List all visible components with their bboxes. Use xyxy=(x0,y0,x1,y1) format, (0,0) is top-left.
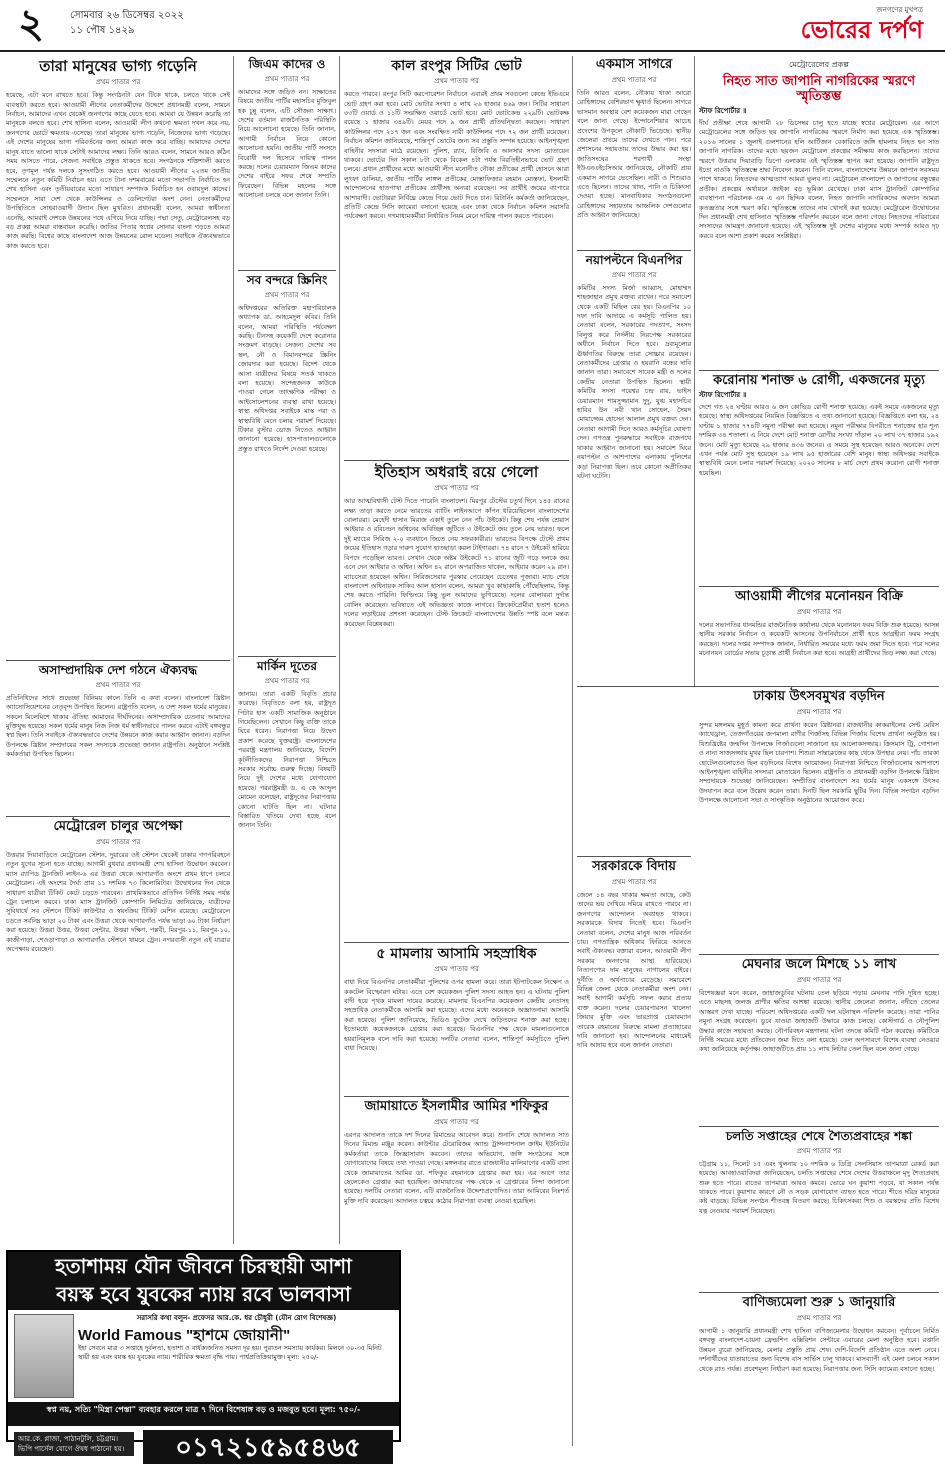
masthead-tagline: জনগণের মুখপত্র xyxy=(876,6,923,14)
story-itihas-odhora xyxy=(344,464,569,940)
story-sarkar-biday xyxy=(577,860,691,1440)
story-5-mamla xyxy=(344,946,569,1094)
story-body: দীর্ঘ প্রতীক্ষা শেষে আগামী ২৮ ডিসেম্বর চালু হতে যাচ্ছে স্বপ্নের মেট্রোরেল। এর আগে মেট্রোরেলের সঙ্গে জড়িত ছয় জাপানি নাগরিকের স্মরণে নির্মাণ করা হয়েছে এক স্মৃতিস্তম্ভ। ২০১৬ সালের ১ জুলাই গুলশানের হলি আর্টিজান বেকারিতে জঙ্গি হামলায় নিহত হন সাত জাপানি নাগরিক। তাদের মধ্যে ছয়জন মেট্রোরেল প্রকল্পের সমীক্ষায় কাজ করছিলেন। তাদের স্মরণে উত্তরার দিয়াবাড়ি ডিপো এলাকায় এই স্মৃতিস্তম্ভ স্থাপন করা হয়েছে। জাপানি রাষ্ট্রদূত ইতো নাওকি স্মৃতিস্তম্ভে শ্রদ্ধা নিবেদন করেন। তিনি বলেন, বাংলাদেশের উন্নয়নে জাপান সবসময় পাশে থাকবে। নিহতদের আত্মত্যাগ আমরা ভুলব না। মেট্রোরেল বাংলাদেশ ও জাপানের বন্ধুত্বের প্রতীক। প্রকল্পের অর্থায়নে জাইকা বড় ভূমিকা রেখেছে। ঢাকা ম্যাস ট্রানজিট কোম্পানির ব্যবস্থাপনা পরিচালক এম এ এন ছিদ্দিক বলেন, নিহত জাপানি নাগরিকদের অবদান আমরা কৃতজ্ঞতার সঙ্গে স্মরণ করি। স্মৃতিস্তম্ভে তাদের নাম খোদাই করা হয়েছে। মেট্রোরেল উদ্বোধনের দিন প্রধানমন্ত্রী শেখ হাসিনাও স্মৃতিস্তম্ভ পরিদর্শন করবেন বলে জানা গেছে। নিহতদের পরিবারের সদস্যদের আমন্ত্রণ জানানো হয়েছে। এই স্মৃতিস্তম্ভ দুই দেশের মানুষের মধ্যে সম্পর্ক আরও দৃঢ় করবে বলে আশা প্রকাশ করেন সংশ্লিষ্টরা। xyxy=(699,118,939,240)
story-gm-kader xyxy=(238,58,336,268)
story-headline: ৫ মামলায় আসামি সহস্রাধিক xyxy=(376,946,537,962)
ad-headline-2: বয়স্ক হবে যুবকের ন্যায় রবে ভালবাসা xyxy=(56,1282,351,1306)
story-body: আমাদের সঙ্গে জড়িত নন। সাক্ষাতের বিষয়ে জাতীয় পার্টির মহাসচিব মুজিবুল হক চুন্নু বলেন, এটি সৌজন্য সাক্ষাৎ। দেশের বর্তমান রাজনৈতিক পরিস্থিতি নিয়ে আলোচনা হয়েছে। তিনি জানান, আগামী নির্বাচন নিয়ে কোনো আলোচনা হয়নি। জাতীয় পার্টি সংসদে বিরোধী দল হিসেবে দায়িত্ব পালন করছে। দলের চেয়ারম্যান জিএম কাদের দেশের বাইরে সফর শেষে সম্প্রতি ফিরেছেন। বিভিন্ন মহলের সঙ্গে আলোচনা চলছে বলে জানান তিনি। xyxy=(238,87,336,200)
story-body: তিনি আরও বলেন, নৌকায় থাকা আরো রোহিঙ্গাদের বেশিরভাগ ক্ষুধার্ত ছিলেন। সাগরে ভাসমান অবস্থায় বেশ কয়েকজন মারা গেছেন বলে জানা গেছে। ইন্দোনেশিয়ার আচেহ প্রদেশের উপকূলে নৌকাটি ভিড়েছে। স্থানীয় জেলেরা প্রথমে তাদের দেখতে পান। পরে প্রশাসনের সহায়তায় তাদের উদ্ধার করা হয়। জাতিসংঘের শরণার্থী সংস্থা ইউএনএইচসিআর জানিয়েছে, নৌকাটি প্রায় একমাস সাগরে ভেসেছিল। নারী ও শিশুরাও এতে ছিলেন। তাদের খাদ্য, পানি ও চিকিৎসা দেওয়া হচ্ছে। মানবাধিকার সংগঠনগুলো রোহিঙ্গাদের সহায়তায় আঞ্চলিক দেশগুলোর প্রতি আহ্বান জানিয়েছে। xyxy=(577,88,691,220)
date-bengali: ১১ পৌষ ১৪২৯ xyxy=(70,25,135,36)
story-asamprodayik xyxy=(6,664,230,814)
story-body: আর আত্মবিশ্বাসী টেস্ট দিতে পারেনি বাংলাদেশ। মিরপুর টেস্টের চতুর্থ দিনে ১৪৫ রানের লক্ষ্য তাড়া করতে নেমে ভারতের ব্যাটিং লাইনআপে কাঁপন ধরিয়েছিলেন বাংলাদেশের বোলাররা। মেহেদী হাসান মিরাজ একাই তুলে নেন পাঁচ উইকেট। কিন্তু শেষ পর্যন্ত শ্রেয়াস আইয়ার ও রবিচন্দ্রন অশ্বিনের অবিচ্ছিন্ন জুটিতে ৩ উইকেটে জয় তুলে নেয় ভারত। ফলে দুই ম্যাচের সিরিজ ২-০ ব্যবধানে জিতে নেয় সফরকারীরা। ভারতের বিপক্ষে টেস্টে প্রথম জয়ের ইতিহাস গড়ার দারুণ সুযোগ হাতছাড়া করল টাইগাররা। ৭৪ রানে ৭ উইকেট হারিয়ে বিপদে পড়েছিল ভারত। সেখান থেকে অষ্টম উইকেটে ৭১ রানের জুটি গড়ে দলকে জয় এনে দেন আইয়ার ও অশ্বিন। অশ্বিন ৪২ রানে অপরাজিত থাকেন, আইয়ার করেন ২৯ রান। ম্যাচসেরা হয়েছেন অশ্বিন। সিরিজসেরার পুরস্কার পেয়েছেন চেতেশ্বর পূজারা। ম্যাচ শেষে বাংলাদেশ অধিনায়ক সাকিব আল হাসান বলেন, আমরা খুব কাছাকাছি পৌঁছেছিলাম, কিন্তু শেষ করতে পারিনি। ফিল্ডিংয়ে কিছু ভুল আমাদের ভুগিয়েছে। দলের বোলাররা দুর্দান্ত বোলিং করেছেন। ভবিষ্যতে এই অভিজ্ঞতা কাজে লাগবে। ক্রিকেটপ্রেমীরা হতাশ হলেও দলের লড়াইয়ের প্রশংসা করেছেন। টেস্ট ক্রিকেটে বাংলাদেশের উন্নতি স্পষ্ট বলে মন্তব্য করেছেন বিশ্লেষকরা। xyxy=(344,497,569,628)
story-body: দলের সভাপতির ধানমন্ডির রাজনৈতিক কার্যালয় থেকে মনোনয়ন ফরম বিক্রি শুরু হয়েছে। আসন্ন স্থানীয় সরকার নির্বাচন ও কয়েকটি আসনের উপনির্বাচনে প্রার্থী হতে আগ্রহীরা ফরম সংগ্রহ করছেন। দলের দপ্তর সম্পাদক জানান, নির্ধারিত সময়ের মধ্যে ফরম জমা দিতে হবে। পরে দলের মনোনয়ন বোর্ডের সভায় চূড়ান্ত প্রার্থী নির্বাচন করা হবে। আগ্রহী প্রার্থীদের ভিড় লক্ষ্য করা গেছে। xyxy=(699,620,939,658)
story-headline: মার্কিন দূতের xyxy=(256,659,318,673)
story-headline: অসাম্প্রদায়িক দেশ গঠনে ঐক্যবদ্ধ xyxy=(38,663,198,677)
story-body: দেশে গত ২৪ ঘণ্টায় আরও ৬ জন কোভিড রোগী শনাক্ত হয়েছে। একই সময়ে একজনের মৃত্যু হয়েছে। স্বাস্থ্য অধিদপ্তরের নিয়মিত বিজ্ঞপ্তিতে এ তথ্য জানানো হয়েছে। বিজ্ঞপ্তিতে বলা হয়, ২৪ ঘণ্টায় ১ হাজার ৭৭৪টি নমুনা পরীক্ষা করা হয়েছে। নমুনা পরীক্ষার বিপরীতে শনাক্তের হার শূন্য দশমিক ৩৪ শতাংশ। এ নিয়ে দেশে মোট শনাক্ত রোগীর সংখ্যা দাঁড়াল ২০ লাখ ৩৭ হাজার ১৯২ জনে। মোট মৃত্যু হয়েছে ২৯ হাজার ৪৩৬ জনের। এ সময়ে সুস্থ হয়েছেন আরও অনেকে। দেশে এখন পর্যন্ত মোট সুস্থ হয়েছেন ১৯ লাখ ৯৫ হাজারের বেশি মানুষ। স্বাস্থ্য অধিদপ্তর সবাইকে স্বাস্থ্যবিধি মেনে চলার পরামর্শ দিয়েছে। ২০২০ সালের ৮ মার্চ দেশে প্রথম করোনা রোগী শনাক্ত হয়েছিল। xyxy=(699,402,939,477)
story-headline: মেট্রোরেল চালুর অপেক্ষা xyxy=(53,819,183,834)
story-headline: সব বন্দরে স্ক্রিনিং xyxy=(246,273,328,287)
ad-headline-band xyxy=(8,1252,399,1310)
story-headline: ইতিহাস অধরাই রয়ে গেলো xyxy=(374,463,539,481)
continued-label: প্রথম পাতার পর xyxy=(434,484,479,493)
story-kicker: মেট্রোরেলের প্রকল্প xyxy=(789,60,849,69)
story-body: প্রতিনিধিদের সাথে শুভেচ্ছা বিনিময় কালে তিনি এ কথা বলেন। বাংলাদেশ খ্রিষ্টান অ্যাসোসিয়েশনের নেতৃবৃন্দ উপস্থিত ছিলেন। রাষ্ট্রপতি বলেন, এ দেশ সকল ধর্মের মানুষের। সকলে মিলেমিশে থাকার ঐতিহ্য আমাদের দীর্ঘদিনের। অসাম্প্রদায়িক চেতনায় আমাদের মুক্তিযুদ্ধ হয়েছে। সকল ধর্মের মানুষ নিজ নিজ ধর্ম স্বাধীনভাবে পালন করবে এটাই বঙ্গবন্ধুর স্বপ্ন ছিল। তিনি সবাইকে ঐক্যবদ্ধভাবে দেশের উন্নয়নে কাজ করার আহ্বান জানান। বড়দিন উপলক্ষে খ্রিষ্টান সম্প্রদায়ের সকল সদস্যকে শুভেচ্ছা জানান রাষ্ট্রপতি। অনুষ্ঠানে সংশ্লিষ্ট কর্মকর্তারা উপস্থিত ছিলেন। xyxy=(6,693,230,759)
continued-label: প্রথম পাতার পর xyxy=(434,965,479,974)
ad-portrait-photo xyxy=(14,1314,74,1398)
continued-label: প্রথম পাতার পর xyxy=(95,680,141,689)
continued-label: প্রথম পাতার পর xyxy=(264,676,310,685)
story-japani-memorial xyxy=(699,58,939,368)
story-body: সুন্দর মঙ্গলময় মুহূর্ত কামনা করে প্রার্থনা করেন খ্রিষ্টানরা। রাজধানীর কাকরাইলের সেন্ট মেরিস ক্যাথেড্রাল, তেজগাঁওয়ের জপমালা রাণীর গির্জাসহ বিভিন্ন গির্জায় বিশেষ প্রার্থনা অনুষ্ঠিত হয়। যিশুখ্রিষ্টের জন্মদিন উপলক্ষে গির্জাগুলো সাজানো হয় আলোকসজ্জায়। ক্রিসমাস ট্রি, গোশালা ও নানা সাজসজ্জায় মুখর ছিল চারপাশ। শিশুরা সান্তাক্লজের কাছ থেকে উপহার নেয়। পাঁচ তারকা হোটেলগুলোতেও ছিল বড়দিনের বিশেষ আয়োজন। নিরাপত্তা নিশ্চিতে গির্জাগুলোর আশপাশে আইনশৃঙ্খলা বাহিনীর সদস্যরা মোতায়েন ছিলেন। রাষ্ট্রপতি ও প্রধানমন্ত্রী বড়দিন উপলক্ষে খ্রিষ্টান সম্প্রদায়কে শুভেচ্ছা জানিয়েছেন। সম্প্রীতির বাংলাদেশে সব ধর্মের মানুষ একসঙ্গে উৎসব উদযাপন করে বলে উল্লেখ করেন তারা। দিনটি ছিল সরকারি ছুটির দিন। বিভিন্ন সংগঠন বড়দিন উপলক্ষে আলোচনা সভা ও সাংস্কৃতিক অনুষ্ঠানের আয়োজন করে। xyxy=(699,720,939,805)
story-body: জানায়। তারা একটি বিবৃতি প্রচার করেছে। বিবৃতিতে বলা হয়, রাষ্ট্রদূত পিটার হাস একটি সামাজিক অনুষ্ঠানে গিয়েছিলেন। সেখানে কিছু ব্যক্তি তাকে ঘিরে ধরেন। নিরাপত্তা নিয়ে উদ্বেগ প্রকাশ করেছে যুক্তরাষ্ট্র। বাংলাদেশের পররাষ্ট্র মন্ত্রণালয় জানিয়েছে, বিদেশি কূটনীতিকদের নিরাপত্তা নিশ্চিতে সরকার সর্বোচ্চ গুরুত্ব দিচ্ছে। বিষয়টি নিয়ে দুই দেশের মধ্যে যোগাযোগ হয়েছে। পররাষ্ট্রমন্ত্রী ড. এ কে আব্দুল মোমেন বলেছেন, রাষ্ট্রদূতের নিরাপত্তায় কোনো ঘাটতি ছিল না। ঘটনার বিস্তারিত খতিয়ে দেখা হচ্ছে বলে জানান তিনি। xyxy=(238,689,336,830)
story-banijjo-mela xyxy=(699,1296,939,1442)
story-headline: একমাস সাগরে xyxy=(595,57,673,72)
story-body: অধিদপ্তরের অতিরিক্ত মহাপরিচালক অধ্যাপক ডা. আহমেদুল কবির। তিনি বলেন, আমরা পরিস্থিতি পর্যবেক্ষণ করছি। চীনসহ কয়েকটি দেশে করোনার সংক্রমণ বাড়ছে। সেজন্য দেশের সব স্থল, নৌ ও বিমানবন্দরে স্ক্রিনিং জোরদার করা হয়েছে। বিদেশ থেকে আসা যাত্রীদের বিষয়ে সতর্ক থাকতে বলা হয়েছে। সন্দেহজনক কাউকে পাওয়া গেলে তাৎক্ষণিক পরীক্ষা ও আইসোলেশনের ব্যবস্থা রাখা হয়েছে। স্বাস্থ্য অধিদপ্তর সবাইকে মাস্ক পরা ও স্বাস্থ্যবিধি মেনে চলার পরামর্শ দিয়েছে। টিকার বুস্টার ডোজ নিতেও আহ্বান জানানো হয়েছে। হাসপাতালগুলোকে প্রস্তুত রাখতে নির্দেশ দেওয়া হয়েছে। xyxy=(238,303,336,453)
story-body: বাধা দিয়ে বিএনপির নেতাকর্মীরা পুলিশের ওপর হামলা করে। তারা ইটপাটকেল নিক্ষেপ ও ককটেল বিস্ফোরণ ঘটায়। এতে বেশ কয়েকজন পুলিশ সদস্য আহত হন। এ ঘটনায় পুলিশ বাদী হয়ে পৃথক মামলা দায়ের করেছে। মামলায় বিএনপির কয়েকজন কেন্দ্রীয় নেতাসহ সহস্রাধিক নেতাকর্মীকে আসামি করা হয়েছে। এদের মধ্যে অনেককে অজ্ঞাতনামা আসামি করা হয়েছে। পুলিশ জানিয়েছে, ভিডিও ফুটেজ দেখে জড়িতদের শনাক্ত করা হচ্ছে। ইতোমধ্যে কয়েকজনকে গ্রেপ্তার করা হয়েছে। বিএনপির পক্ষ থেকে মামলাগুলোকে হয়রানিমূলক বলে দাবি করা হয়েছে। দলটির নেতারা বলেন, শান্তিপূর্ণ কর্মসূচিতে পুলিশ বাধা দিয়েছে। xyxy=(344,978,569,1052)
page-header xyxy=(0,0,945,52)
continued-label: প্রথম পাতার পর xyxy=(611,270,657,279)
story-body: উত্তরার দিয়াবাড়িতে মেট্রোরেল স্টেশন, দুয়ারের ওই স্টেশন থেকেই ঢাকার গণপরিবহনে নতুন যুগের সূচনা হতে যাচ্ছে। আগামী বুধবার প্রধানমন্ত্রী শেখ হাসিনা উদ্বোধন করবেন। ম্যাস র‌্যাপিড ট্রানজিট লাইন-৬ এর উত্তরা থেকে আগারগাঁও অংশে প্রথম ধাপে চলবে মেট্রোরেল। এই অংশের দৈর্ঘ্য প্রায় ১১ দশমিক ৭৩ কিলোমিটার। উদ্বোধনের দিন থেকে সাধারণ যাত্রীরা টিকিট কেটে চড়তে পারবেন। প্রাথমিকভাবে প্রতিদিন নির্দিষ্ট সময় পর্যন্ত ট্রেন চলাচল করবে। ঢাকা ম্যাস ট্রানজিট কোম্পানি লিমিটেড জানিয়েছে, যাত্রীদের সুবিধার্থে সব স্টেশনে টিকিট কাউন্টার ও স্বয়ংক্রিয় টিকিট মেশিন রয়েছে। মেট্রোরেলে চড়তে সর্বনিম্ন ভাড়া ২০ টাকা এবং উত্তরা থেকে আগারগাঁও পর্যন্ত ভাড়া ৬০ টাকা নির্ধারণ করা হয়েছে। উত্তরা উত্তর, উত্তরা সেন্টার, উত্তরা দক্ষিণ, পল্লবী, মিরপুর-১১, মিরপুর-১০, কাজীপাড়া, শেওড়াপাড়া ও আগারগাঁও স্টেশনে থামবে ট্রেন। নগরবাসী নতুন এই যাত্রার অপেক্ষায় রয়েছেন। xyxy=(6,850,230,953)
story-tara-manusher xyxy=(6,58,230,658)
continued-label: প্রথম পাতার পর xyxy=(611,75,657,84)
ad-product-name: World Famous "হাশমে জোয়ানী" xyxy=(78,1327,291,1344)
continued-label: প্রথম পাতার পর xyxy=(434,77,479,86)
story-ekmas-sagore xyxy=(577,58,691,248)
story-body: করতে পারবে। রংপুর সিটি করপোরেশন নির্বাচনে এবারই প্রথম সবগুলো কেন্দ্রে ইভিএমে ভোট গ্রহণ করা হবে। মোট ভোটার সংখ্যা ৪ লাখ ২৬ হাজার ৪৬৯ জন। সিটির সাধারণ ৩৩টি ওয়ার্ড ও ১১টি সংরক্ষিত ওয়ার্ডে ভোট হবে। মোট ভোটকেন্দ্র ২২৯টি। ভোটকক্ষ রয়েছে ১ হাজার ৩৪৯টি। মেয়র পদে ৯ জন প্রার্থী প্রতিদ্বন্দ্বিতা করছেন। সাধারণ কাউন্সিলর পদে ২১৭ জন এবং সংরক্ষিত নারী কাউন্সিলর পদে ৭২ জন প্রার্থী রয়েছেন। নির্বাচন কমিশন জানিয়েছে, শান্তিপূর্ণ ভোটের জন্য সব প্রস্তুতি সম্পন্ন হয়েছে। আইনশৃঙ্খলা বাহিনীর সদস্যরা মাঠে রয়েছেন। পুলিশ, র‌্যাব, বিজিবি ও আনসার সদস্য মোতায়েন থাকবে। ভোটের দিন সকাল ৮টা থেকে বিকেল ৪টা পর্যন্ত বিরতিহীনভাবে ভোট গ্রহণ চলবে। প্রধান প্রার্থীদের মধ্যে আওয়ামী লীগ মনোনীত নৌকা প্রতীকের প্রার্থী হোসনে আরা লুৎফা ডালিয়া, জাতীয় পার্টির লাঙ্গল প্রতীকের মোস্তাফিজার রহমান মোস্তফা, ইসলামী আন্দোলনের হাতপাখা প্রতীকের প্রার্থীসহ অন্যরা রয়েছেন। সব প্রার্থীই জয়ের ব্যাপারে আশাবাদী। ভোটাররা নির্বিঘ্নে কেন্দ্রে গিয়ে ভোট দিতে চান। রিটার্নিং কর্মকর্তা জানিয়েছেন, প্রতিটি কেন্দ্রে সিসি ক্যামেরা বসানো হয়েছে এবং ঢাকা থেকে নির্বাচন কমিশন সরাসরি পর্যবেক্ষণ করবে। গণমাধ্যমকর্মীরা নির্ধারিত নিয়ম মেনে দায়িত্ব পালন করতে পারবেন। xyxy=(344,90,569,221)
story-headline: আওয়ামী লীগের মনোনয়ন বিক্রি xyxy=(735,589,903,604)
ad-address: আর.কে. প্লাজা, পাঠানটুলি, চট্টগ্রাম। ভিপি পার্সেল যোগে ঔষধ পাঠানো হয়। xyxy=(14,1432,134,1456)
continued-label: প্রথম পাতার পর xyxy=(264,290,310,299)
story-headline: ঢাকায় উৎসবমুখর বড়দিন xyxy=(753,689,885,704)
ad-phone-number[interactable]: ০১৭২১৫৯৫৪৬৫ xyxy=(143,1430,393,1464)
story-body: আগামী ১ জানুয়ারি প্রধানমন্ত্রী শেখ হাসিনা বাণিজ্যমেলার উদ্বোধন করবেন। পূর্বাচলে নির্মিত বঙ্গবন্ধু বাংলাদেশ-চায়না ফ্রেন্ডশিপ এক্সিবিশন সেন্টারে এবারের মেলা অনুষ্ঠিত হবে। রপ্তানি উন্নয়ন ব্যুরো জানিয়েছে, মেলার প্রস্তুতি প্রায় শেষ। দেশি-বিদেশি প্রতিষ্ঠান এতে অংশ নেবে। দর্শনার্থীদের যাতায়াতের জন্য বিশেষ বাস সার্ভিস চালু থাকবে। মাসব্যাপী এই মেলা চলবে সকাল থেকে রাত পর্যন্ত। প্রবেশমূল্য নির্ধারণ করা হয়েছে। নিরাপত্তার জন্য সিসি ক্যামেরা বসানো হচ্ছে। xyxy=(699,1326,939,1373)
story-body: কমিটির সদস্য মির্জা আব্বাস, মোহাম্মদ শাহজাহান প্রমুখ বক্তব্য রাখেন। পরে সমাবেশ থেকে একটি মিছিল বের হয়। বিএনপির ১০ দফা দাবি আদায়ে এ কর্মসূচি পালিত হয়। নেতারা বলেন, সরকারের পদত্যাগ, সংসদ বিলুপ্ত করে নির্দলীয় নিরপেক্ষ সরকারের অধীনে নির্বাচন দিতে হবে। দ্রব্যমূল্যের ঊর্ধ্বগতির বিরুদ্ধে তারা সোচ্চার রয়েছেন। নেতাকর্মীদের গ্রেপ্তার ও হয়রানি বন্ধের দাবি জানান তারা। সমাবেশে সাবেক মন্ত্রী ও দলের কেন্দ্রীয় নেতারা উপস্থিত ছিলেন। স্থায়ী কমিটির সদস্য গয়েশ্বর চন্দ্র রায়, ভাইস চেয়ারম্যান শামসুজ্জামান দুদু, যুগ্ম মহাসচিব হাবিব উন নবী খান সোহেল, সৈয়দ মোয়াজ্জেম হোসেন আলাল প্রমুখ বক্তব্য দেন। নেতারা আগামী দিনে আরও কর্মসূচির ঘোষণা দেন। গণতন্ত্র পুনরুদ্ধারে সবাইকে রাজপথে থাকার আহ্বান জানানো হয়। সমাবেশ ঘিরে নয়াপল্টন ও আশপাশের এলাকায় পুলিশের কড়া নিরাপত্তা ছিল। তবে কোনো অপ্রীতিকর ঘটনা ঘটেনি। xyxy=(577,283,691,480)
ad-middle xyxy=(8,1310,399,1402)
ad-second-product: স্বপ্ন নয়, সত্যি "মিস্ত্রা পেস্তা" ব্যবহার করলে মাত্র ৭ দিনে বিশেষাঙ্গ বড় ও মজবুত হবে। মূল্য: ৭৫০/- xyxy=(8,1402,399,1426)
story-metrorail-opekkha xyxy=(6,820,230,1242)
story-headline: তারা মানুষের ভাগ্য গড়েনি xyxy=(39,57,197,75)
story-body: এরপর আদালত তাকে দশ দিনের রিমান্ডের আবেদন করে। শুনানি শেষে আদালত সাত দিনের রিমান্ড মঞ্জুর করেন। কাউন্টার টেরোরিজম অ্যান্ড ট্রান্সন্যাশনাল ক্রাইম ইউনিটের কর্মকর্তারা তাকে জিজ্ঞাসাবাদ করবেন। তাদের অভিযোগ, জঙ্গি সংগঠনের সঙ্গে যোগাযোগের বিষয়ে তথ্য পাওয়া গেছে। মঙ্গলবার রাতে রাজধানীর মালিবাগের একটি বাসা থেকে জামায়াতের আমির ডা. শফিকুর রহমানকে গ্রেপ্তার করা হয়। এর আগে তার ছেলেকেও গ্রেপ্তার করা হয়েছিল। জামায়াতের পক্ষ থেকে এ গ্রেপ্তারের নিন্দা জানানো হয়েছে। দলটির নেতারা বলেন, এটি রাজনৈতিক উদ্দেশ্যপ্রণোদিত। তারা আমিরের নিঃশর্ত মুক্তি দাবি করেছেন। আদালত চত্বরে কঠোর নিরাপত্তা ব্যবস্থা নেওয়া হয়েছিল। xyxy=(344,1130,569,1205)
story-headline: নয়াপল্টনে বিএনপির xyxy=(585,253,683,267)
story-headline: চলতি সপ্তাহের শেষে শৈত্যপ্রবাহের শঙ্কা xyxy=(725,1129,913,1143)
continued-label: প্রথম পাতার পর xyxy=(796,1313,842,1322)
ad-contact xyxy=(8,1426,399,1470)
story-headline: মেঘনার জলে মিশছে ১১ লাখ xyxy=(741,957,897,972)
story-shoitto-probaho xyxy=(699,1130,939,1290)
story-headline: সরকারকে বিদায় xyxy=(592,859,676,874)
story-headline: বাণিজ্যমেলা শুরু ১ জানুয়ারি xyxy=(742,1295,896,1310)
story-meghna xyxy=(699,958,939,1124)
story-headline: জামায়াতে ইসলামীর আমির শফিকুর xyxy=(364,1099,549,1114)
date-gregorian: সোমবার ২৬ ডিসেম্বর ২০২২ xyxy=(70,10,184,21)
masthead xyxy=(801,4,923,44)
ad-consult-line: সরাসরি কথা বলুন- প্রফেসর আর.কে. ধর চৌধুরী (যৌন রোগ বিশেষজ্ঞ) xyxy=(136,1314,337,1322)
continued-label: প্রথম পাতার পর xyxy=(95,837,141,846)
advertisement[interactable] xyxy=(6,1250,401,1462)
continued-label: প্রথম পাতার পর xyxy=(434,1117,479,1126)
ad-headline-1: হতাশাময় যৌন জীবনে চিরস্থায়ী আশা xyxy=(55,1254,352,1278)
story-corona xyxy=(699,374,939,584)
story-byline: স্টাফ রিপোর্টার ॥ xyxy=(699,390,747,399)
story-headline: জিএম কাদের ও xyxy=(248,57,326,71)
masthead-logo: ভোরের দর্পণ xyxy=(800,15,923,44)
continued-label: প্রথম পাতার পর xyxy=(611,877,657,886)
story-screening xyxy=(238,274,336,654)
story-body: জেলে ১৪ বছর থাকার ক্ষমতা আছে, কেউ তাদের ভয় দেখিয়ে দমিয়ে রাখতে পারবে না। জনগণের আন্দোলন অব্যাহত থাকবে। সরকারকে বিদায় নিতেই হবে। বিএনপি নেতারা বলেন, দেশের মানুষ আজ পরিবর্তন চায়। গণতান্ত্রিক অধিকার ফিরিয়ে আনতে সবাই ঐক্যবদ্ধ। বক্তারা বলেন, আওয়ামী লীগ সরকার জনগণের আস্থা হারিয়েছে। নিত্যপণ্যের দাম মানুষের নাগালের বাইরে। দুর্নীতি ও অর্থপাচার বেড়েছে। সমাবেশে বিভিন্ন জেলা থেকে নেতাকর্মীরা অংশ নেন। সবাই আগামী কর্মসূচি সফল করার প্রত্যয় ব্যক্ত করেন। দলের চেয়ারপারসন খালেদা জিয়ার মুক্তি এবং ভারপ্রাপ্ত চেয়ারম্যান তারেক রহমানের বিরুদ্ধে মামলা প্রত্যাহারের দাবি জানানো হয়। আন্দোলনের মাধ্যমেই দাবি আদায় হবে বলে জানান নেতারা। xyxy=(577,890,691,1050)
story-rangpur-vote xyxy=(344,58,569,458)
story-body: বিশেষজ্ঞরা মনে করেন, জাহাজডুবির ঘটনায় তেল ছড়িয়ে পড়ায় মেঘনার পানি দূষিত হচ্ছে। এতে মাছসহ জলজ প্রাণীর ক্ষতির আশঙ্কা রয়েছে। স্থানীয় জেলেরা জানান, নদীতে তেলের আস্তরণ দেখা যাচ্ছে। পরিবেশ অধিদপ্তরের একটি দল ঘটনাস্থল পরিদর্শন করেছে। তারা পানির নমুনা সংগ্রহ করেছেন। ডুবে যাওয়া জাহাজটি উদ্ধারে কাজ চলছে। কোস্টগার্ড ও নৌপুলিশ উদ্ধার কাজে সহায়তা করছে। নৌপরিবহন মন্ত্রণালয় ঘটনা তদন্তে কমিটি গঠন করেছে। কমিটিকে নির্দিষ্ট সময়ের মধ্যে প্রতিবেদন জমা দিতে বলা হয়েছে। তেল অপসারণে বিশেষ ব্যবস্থা নেওয়ার কথা জানিয়েছে কর্তৃপক্ষ। জাহাজটিতে প্রায় ১১ লাখ লিটার তেল ছিল বলে জানা গেছে। xyxy=(699,988,939,1054)
continued-label: প্রথম পাতার পর xyxy=(796,607,842,616)
story-body: চট্টগ্রাম ১১, সিলেট ১৫ এবং খুলনায় ১০ দশমিক ৬ ডিগ্রি সেলসিয়াস তাপমাত্রা রেকর্ড করা হয়েছে। আবহাওয়াবিদরা জানিয়েছেন, চলতি সপ্তাহের শেষে দেশের উত্তরাঞ্চলে মৃদু শৈত্যপ্রবাহ শুরু হতে পারে। রাতের তাপমাত্রা আরও কমবে। ভোরে ঘন কুয়াশা পড়বে, যা সকাল পর্যন্ত থাকতে পারে। কুয়াশার কারণে নৌ ও সড়ক যোগাযোগ ব্যাহত হতে পারে। শীতে দরিদ্র মানুষের কষ্ট বাড়ছে। বিভিন্ন সংগঠন শীতবস্ত্র বিতরণ করছে। চিকিৎসকরা শিশু ও বয়স্কদের প্রতি বিশেষ যত্ন নেওয়ার পরামর্শ দিয়েছেন। xyxy=(699,1159,939,1215)
continued-label: প্রথম পাতার পর xyxy=(796,1146,842,1155)
continued-label: প্রথম পাতার পর xyxy=(796,707,842,716)
story-body: হয়েছে, এটা মনে রাখতে হবে। কিন্তু সংগঠনটা যেন টিকে থাকে, চলতে থাকে সেই ব্যবস্থাটা করতে হবে। আওয়ামী লীগের নেতাকর্মীদের উদ্দেশে প্রধানমন্ত্রী বলেন, সামনে নির্বাচন, আমাদের এখন থেকেই জনগণের কাছে যেতে হবে। আমরা যে উন্নয়ন করেছি তা মানুষকে বলতে হবে। শেখ হাসিনা বলেন, আওয়ামী লীগ কখনো ক্ষমতা দখল করে নয়, জনগণের ভোটে ক্ষমতায় এসেছে। তারা মানুষের ভাগ্য গড়েনি, নিজেদের ভাগ্য গড়েছে। এই দেশের মানুষের ভাগ্য পরিবর্তনের জন্য আমরা কাজ করে যাচ্ছি। আমাদের দেশের মানুষ যাতে ভালো থাকে সেটাই আমাদের লক্ষ্য। তিনি আরও বলেন, সামনে আরও কঠিন সময় আসতে পারে, সেজন্য সবাইকে প্রস্তুত থাকতে হবে। সংগঠনকে শক্তিশালী করতে হবে, তৃণমূল পর্যন্ত দলকে সুসংগঠিত করতে হবে। আওয়ামী লীগের ২২তম জাতীয় সম্মেলনে নতুন কমিটি নির্বাচন হয়। এতে টানা দশমবারের মতো সভাপতি নির্বাচিত হন শেখ হাসিনা এবং তৃতীয়বারের মতো সাধারণ সম্পাদক নির্বাচিত হন ওবায়দুল কাদের। সম্মেলনে সারা দেশ থেকে কাউন্সিলর ও ডেলিগেটরা অংশ নেন। নেতাকর্মীদের উপস্থিতিতে সোহরাওয়ার্দী উদ্যান ছিল মুখরিত। প্রধানমন্ত্রী বলেন, আমরা স্বাধীনতা এনেছি, আমরাই দেশকে উন্নয়নের পথে এগিয়ে নিয়ে যাচ্ছি। পদ্মা সেতু, মেট্রোরেলসহ বড় বড় প্রকল্প আমরা বাস্তবায়ন করেছি। জাতির পিতার স্বপ্নের সোনার বাংলা গড়তে আমরা কাজ করছি। বিশ্বের কাছে বাংলাদেশ আজ উন্নয়নের রোল মডেল। সবাইকে ঐক্যবদ্ধভাবে কাজ করতে হবে। xyxy=(6,91,230,250)
continued-label: প্রথম পাতার পর xyxy=(95,78,141,87)
ad-body-text: ইহা সেবনে মাত্র ৩ সপ্তাহে দুর্বলতা, হতাশা ও বার্ধক্যজনিত সমস্যা দূর হয়। পুরাতন সমস্যায় কার্যকর। মিলনে ৩০-৩৫ মিনিট স্থায়ী হয় এবং বয়স্ক হয় যুবকের ন্যায়। শারীরিক ক্ষমতা বৃদ্ধি পায়। পার্শ্বপ্রতিক্রিয়ামুক্ত। মূল্য: ২৫০/- xyxy=(78,1344,382,1361)
story-al-nomination xyxy=(699,590,939,682)
story-headline: কাল রংপুর সিটির ভোট xyxy=(391,58,522,74)
story-boro-din xyxy=(699,690,939,952)
continued-label: প্রথম পাতার পর xyxy=(264,74,310,83)
story-headline: করোনায় শনাক্ত ৬ রোগী, একজনের মৃত্যু xyxy=(713,373,925,388)
story-byline: স্টাফ রিপোর্টার ॥ xyxy=(699,106,747,115)
story-nayapaltan-bnp xyxy=(577,254,691,854)
story-headline: নিহত সাত জাপানি নাগরিকের স্মরণে স্মৃতিস্তম্ভ xyxy=(722,74,916,104)
page-number: ২ xyxy=(18,0,45,47)
continued-label: প্রথম পাতার পর xyxy=(796,975,842,984)
issue-date xyxy=(70,8,184,38)
story-markin-duter xyxy=(238,660,336,1242)
